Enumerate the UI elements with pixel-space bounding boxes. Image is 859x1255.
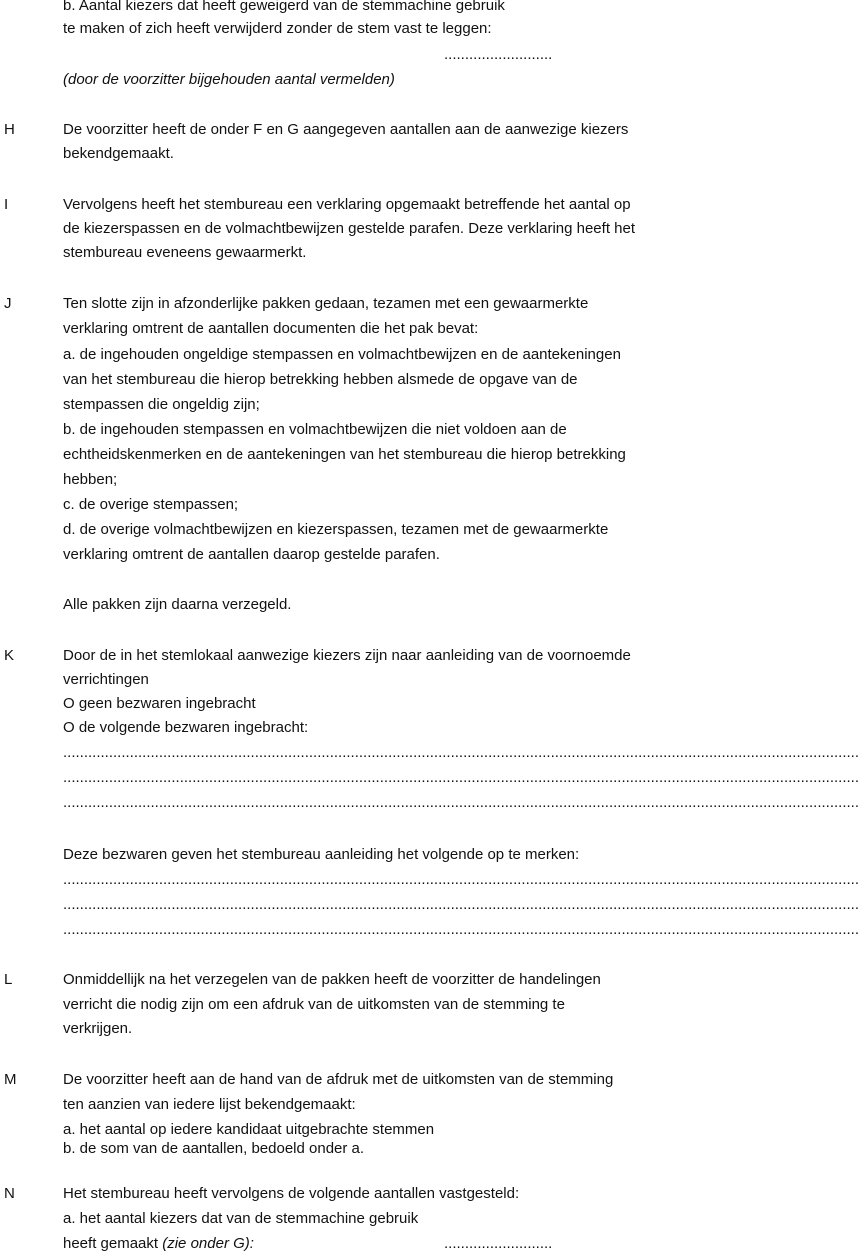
section-l-letter: L <box>4 971 13 988</box>
objections-fill-line[interactable]: ............................................................................................................................................................................................... <box>63 744 859 761</box>
section-j-line: d. de overige volmachtbewijzen en kiezerspassen, tezamen met de gewaarmerkte <box>63 521 609 538</box>
remarks-fill-line[interactable]: ............................................................................................................................................................................................... <box>63 921 859 938</box>
section-k-letter: K <box>4 647 15 664</box>
section-j-line: c. de overige stempassen; <box>63 496 239 513</box>
section-i-line: stembureau eveneens gewaarmerkt. <box>63 244 307 261</box>
section-n-last-prefix: heeft gemaakt <box>63 1235 163 1252</box>
section-h-line: bekendgemaakt. <box>63 145 174 162</box>
section-l-line: verkrijgen. <box>63 1020 133 1037</box>
section-n-line: a. het aantal kiezers dat van de stemmachine gebruik <box>63 1210 419 1227</box>
section-m-line: a. het aantal op iedere kandidaat uitgebrachte stemmen <box>63 1121 435 1138</box>
section-k-line: Door de in het stemlokaal aanwezige kiezers zijn naar aanleiding van de voornoemde <box>63 647 631 664</box>
section-n-last-italic: (zie onder G): <box>162 1235 254 1252</box>
g-line-b2: te maken of zich heeft verwijderd zonder de stem vast te leggen: <box>63 20 492 37</box>
section-m-letter: M <box>4 1071 17 1088</box>
section-m-line: b. de som van de aantallen, bedoeld onder a. <box>63 1140 365 1157</box>
section-l-line: verricht die nodig zijn om een afdruk van de uitkomsten van de stemming te <box>63 996 565 1013</box>
option-no-objections[interactable]: O geen bezwaren ingebracht <box>63 695 256 712</box>
section-n-line: Het stembureau heeft vervolgens de volgende aantallen vastgesteld: <box>63 1185 520 1202</box>
section-h-letter: H <box>4 121 15 138</box>
section-j-closing: Alle pakken zijn daarna verzegeld. <box>63 596 292 613</box>
section-k-remark: Deze bezwaren geven het stembureau aanleiding het volgende op te merken: <box>63 846 580 863</box>
section-j-line: Ten slotte zijn in afzonderlijke pakken gedaan, tezamen met een gewaarmerkte <box>63 295 589 312</box>
section-j-line: van het stembureau die hierop betrekking hebben alsmede de opgave van de <box>63 371 578 388</box>
section-m-line: De voorzitter heeft aan de hand van de afdruk met de uitkomsten van de stemming <box>63 1071 614 1088</box>
section-j-line: verklaring omtrent de aantallen documenten die het pak bevat: <box>63 320 479 337</box>
g-b-count-blank[interactable]: .......................... <box>444 46 553 63</box>
section-j-line: hebben; <box>63 471 118 488</box>
section-n-last-line <box>63 1235 254 1253</box>
section-j-line: verklaring omtrent de aantallen daarop gestelde parafen. <box>63 546 440 563</box>
section-h-line: De voorzitter heeft de onder F en G aangegeven aantallen aan de aanwezige kiezers <box>63 121 629 138</box>
g-line-b1: b. Aantal kiezers dat heeft geweigerd van de stemmachine gebruik <box>63 0 505 14</box>
section-j-line: b. de ingehouden stempassen en volmachtbewijzen die niet voldoen aan de <box>63 421 567 438</box>
g-note: (door de voorzitter bijgehouden aantal vermelden) <box>63 71 395 88</box>
section-n-letter: N <box>4 1185 15 1202</box>
objections-fill-line[interactable]: ............................................................................................................................................................................................... <box>63 769 859 786</box>
objections-fill-line[interactable]: ............................................................................................................................................................................................... <box>63 794 859 811</box>
section-j-line: a. de ingehouden ongeldige stempassen en volmachtbewijzen en de aantekeningen <box>63 346 621 363</box>
section-j-letter: J <box>4 295 12 312</box>
section-i-letter: I <box>4 196 9 213</box>
remarks-fill-line[interactable]: ............................................................................................................................................................................................... <box>63 896 859 913</box>
remarks-fill-line[interactable]: ............................................................................................................................................................................................... <box>63 871 859 888</box>
section-j-line: echtheidskenmerken en de aantekeningen van het stembureau die hierop betrekking <box>63 446 626 463</box>
option-objections[interactable]: O de volgende bezwaren ingebracht: <box>63 719 309 736</box>
section-i-line: Vervolgens heeft het stembureau een verklaring opgemaakt betreffende het aantal op <box>63 196 631 213</box>
section-j-line: stempassen die ongeldig zijn; <box>63 396 260 413</box>
section-i-line: de kiezerspassen en de volmachtbewijzen gestelde parafen. Deze verklaring heeft het <box>63 220 636 237</box>
section-k-line: verrichtingen <box>63 671 149 688</box>
section-m-line: ten aanzien van iedere lijst bekendgemaakt: <box>63 1096 356 1113</box>
section-l-line: Onmiddellijk na het verzegelen van de pakken heeft de voorzitter de handelingen <box>63 971 601 988</box>
n-a-count-blank[interactable]: .......................... <box>444 1235 553 1252</box>
